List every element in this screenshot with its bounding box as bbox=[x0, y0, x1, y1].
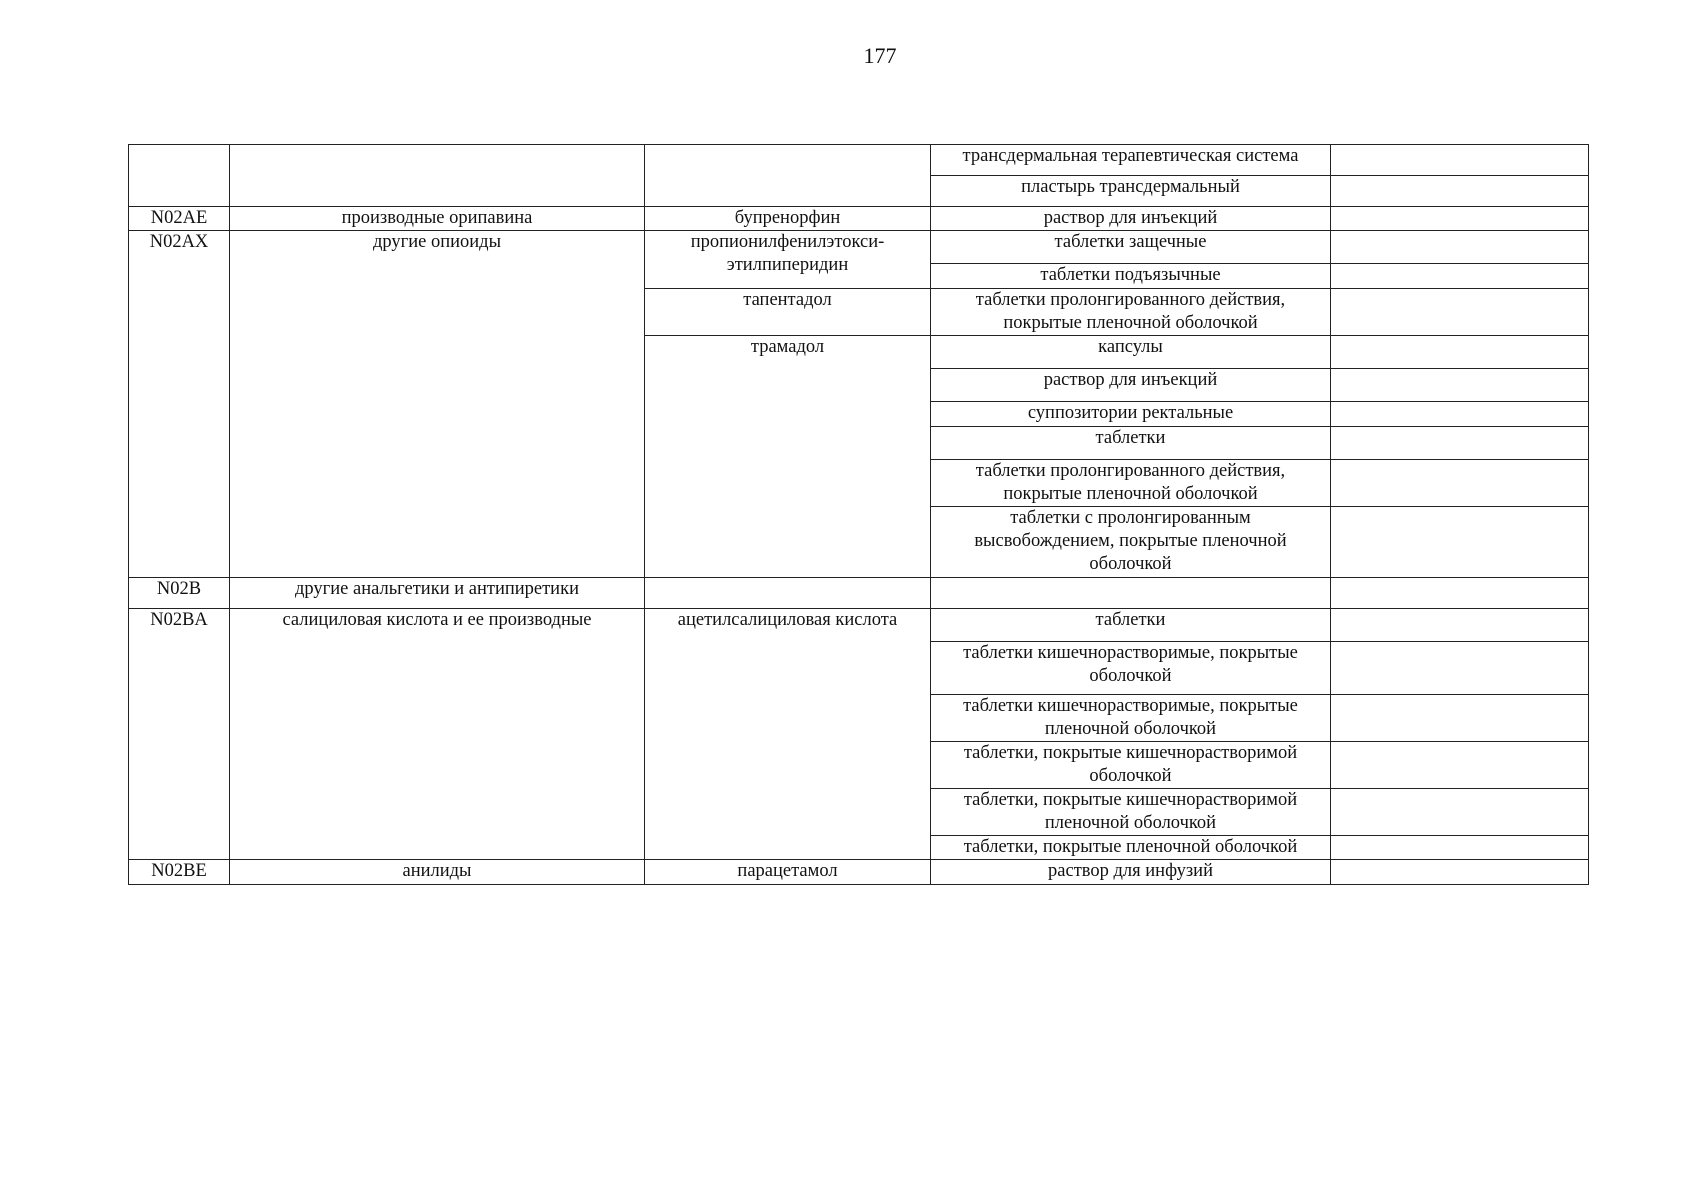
dosage-form-cell bbox=[931, 578, 1331, 609]
dosage-form-cell: таблетки bbox=[931, 609, 1331, 642]
group-cell: салициловая кислота и ее производные bbox=[230, 609, 645, 860]
table-row bbox=[129, 609, 1589, 642]
inn-cell bbox=[645, 578, 931, 609]
extra-cell bbox=[1331, 578, 1589, 609]
extra-cell bbox=[1331, 695, 1589, 742]
inn-cell bbox=[645, 145, 931, 207]
extra-cell bbox=[1331, 402, 1589, 427]
page-number: 177 bbox=[863, 43, 897, 68]
atc-code-cell bbox=[129, 145, 230, 207]
dosage-form-cell: таблетки пролонгированного действия, покрытые пленочной оболочкой bbox=[931, 460, 1331, 507]
extra-cell bbox=[1331, 145, 1589, 176]
extra-cell bbox=[1331, 642, 1589, 695]
inn-cell: парацетамол bbox=[645, 860, 931, 885]
extra-cell bbox=[1331, 427, 1589, 460]
group-cell: анилиды bbox=[230, 860, 645, 885]
inn-cell: бупренорфин bbox=[645, 207, 931, 231]
atc-code-cell: N02BE bbox=[129, 860, 230, 885]
dosage-form-cell: раствор для инъекций bbox=[931, 207, 1331, 231]
dosage-form-cell: пластырь трансдермальный bbox=[931, 176, 1331, 207]
table-row bbox=[129, 860, 1589, 885]
table-row bbox=[129, 207, 1589, 231]
dosage-form-cell: таблетки, покрытые кишечнорастворимой пленочной оболочкой bbox=[931, 789, 1331, 836]
dosage-form-cell: таблетки, покрытые пленочной оболочкой bbox=[931, 836, 1331, 860]
dosage-form-cell: таблетки, покрытые кишечнорастворимой оболочкой bbox=[931, 742, 1331, 789]
extra-cell bbox=[1331, 789, 1589, 836]
extra-cell bbox=[1331, 369, 1589, 402]
extra-cell bbox=[1331, 176, 1589, 207]
dosage-form-cell: раствор для инфузий bbox=[931, 860, 1331, 885]
dosage-form-cell: таблетки защечные bbox=[931, 231, 1331, 264]
extra-cell bbox=[1331, 336, 1589, 369]
extra-cell bbox=[1331, 609, 1589, 642]
table-row bbox=[129, 145, 1589, 176]
dosage-form-cell: таблетки подъязычные bbox=[931, 264, 1331, 289]
extra-cell bbox=[1331, 264, 1589, 289]
dosage-form-cell: суппозитории ректальные bbox=[931, 402, 1331, 427]
dosage-form-cell: трансдермальная терапевтическая система bbox=[931, 145, 1331, 176]
atc-code-cell: N02B bbox=[129, 578, 230, 609]
dosage-form-cell: таблетки bbox=[931, 427, 1331, 460]
group-cell bbox=[230, 145, 645, 207]
extra-cell bbox=[1331, 507, 1589, 578]
table-row bbox=[129, 578, 1589, 609]
group-cell: производные орипавина bbox=[230, 207, 645, 231]
inn-cell: тапентадол bbox=[645, 289, 931, 336]
dosage-form-cell: таблетки пролонгированного действия, покрытые пленочной оболочкой bbox=[931, 289, 1331, 336]
extra-cell bbox=[1331, 742, 1589, 789]
extra-cell bbox=[1331, 860, 1589, 885]
extra-cell bbox=[1331, 231, 1589, 264]
inn-cell: трамадол bbox=[645, 336, 931, 578]
atc-code-cell: N02BA bbox=[129, 609, 230, 860]
extra-cell bbox=[1331, 460, 1589, 507]
dosage-form-cell: раствор для инъекций bbox=[931, 369, 1331, 402]
inn-cell: пропионилфенилэтокси-этилпиперидин bbox=[645, 231, 931, 289]
table-row bbox=[129, 231, 1589, 264]
dosage-form-cell: таблетки кишечнорастворимые, покрытые пленочной оболочкой bbox=[931, 695, 1331, 742]
extra-cell bbox=[1331, 836, 1589, 860]
dosage-form-cell: капсулы bbox=[931, 336, 1331, 369]
atc-code-cell: N02AX bbox=[129, 231, 230, 578]
inn-cell: ацетилсалициловая кислота bbox=[645, 609, 931, 860]
dosage-form-cell: таблетки с пролонгированным высвобождением, покрытые пленочной оболочкой bbox=[931, 507, 1331, 578]
dosage-form-cell: таблетки кишечнорастворимые, покрытые оболочкой bbox=[931, 642, 1331, 695]
drug-table bbox=[128, 144, 1589, 885]
atc-code-cell: N02AE bbox=[129, 207, 230, 231]
group-cell: другие опиоиды bbox=[230, 231, 645, 578]
extra-cell bbox=[1331, 207, 1589, 231]
group-cell: другие анальгетики и антипиретики bbox=[230, 578, 645, 609]
extra-cell bbox=[1331, 289, 1589, 336]
